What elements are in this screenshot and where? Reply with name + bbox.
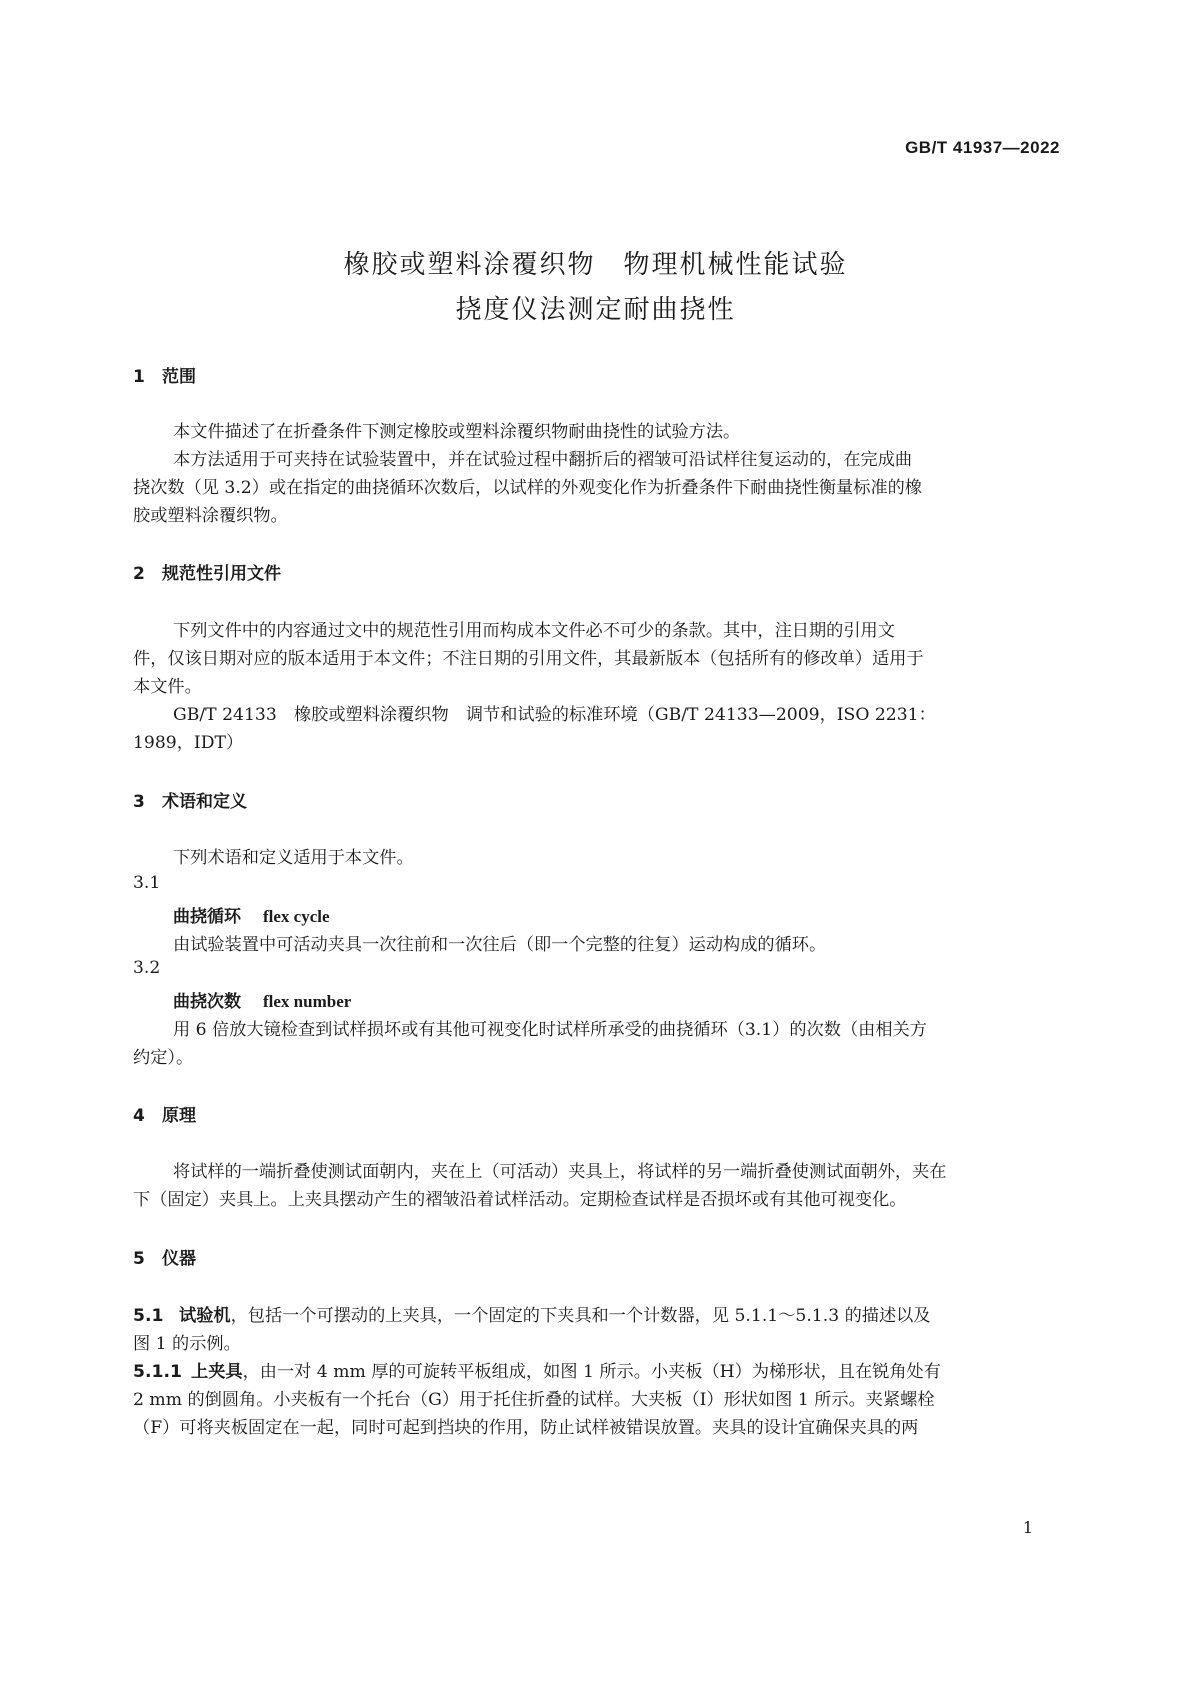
- section-title: 术语和定义: [162, 792, 247, 812]
- term-definition: 由试验装置中可活动夹具一次往前和一次往后（即一个完整的往复）运动构成的循环。: [173, 935, 827, 955]
- section-number: 2: [133, 564, 145, 584]
- paragraph-line: （F）可将夹板固定在一起，同时可起到挡块的作用，防止试样被错误放置。夹具的设计宜确保夹具的两: [133, 1418, 919, 1438]
- term-english: flex number: [263, 992, 352, 1011]
- section-3-heading: [133, 787, 247, 812]
- clause-text: ，由一对 4 mm 厚的可旋转平板组成，如图 1 所示。小夹板（H）为梯形状，且在锐角处有: [242, 1362, 941, 1382]
- term-definition: 用 6 倍放大镜检查到试样损坏或有其他可视变化时试样所承受的曲挠循环（3.1）的次数（由相关方: [173, 1020, 927, 1040]
- paragraph-line: 胶或塑料涂覆织物。: [133, 506, 288, 526]
- section-4-heading: [133, 1101, 196, 1126]
- page-number: 1: [1022, 1518, 1033, 1537]
- term-definition: 约定）。: [133, 1048, 194, 1068]
- term-chinese: 曲挠次数: [173, 992, 241, 1012]
- paragraph-line: 下（固定）夹具上。上夹具摆动产生的褶皱沿着试样活动。定期检查试样是否损坏或有其他可视变化。: [133, 1190, 907, 1210]
- section-5-heading: [133, 1244, 196, 1269]
- clause-number: 5.1: [133, 1306, 164, 1326]
- section-number: 4: [133, 1106, 145, 1126]
- section-title: 范围: [162, 367, 196, 387]
- clause-text: ，包括一个可摆动的上夹具，一个固定的下夹具和一个计数器，见 5.1.1～5.1.3 的描述以及: [230, 1306, 931, 1326]
- paragraph-line: 件，仅该日期对应的版本适用于本文件；不注日期的引用文件，其最新版本（包括所有的修改单）适用于: [133, 649, 924, 669]
- normative-reference: 1989，IDT）: [133, 733, 244, 753]
- standard-number: GB/T 41937—2022: [905, 138, 1060, 157]
- section-number: 3: [133, 792, 145, 812]
- term-english: flex cycle: [263, 907, 330, 926]
- paragraph-line: 2 mm 的倒圆角。小夹板有一个托台（G）用于托住折叠的试样。大夹板（I）形状如图 1 所示。夹紧螺栓: [133, 1390, 935, 1410]
- paragraph-line: 本方法适用于可夹持在试验装置中，并在试验过程中翻折后的褶皱可沿试样往复运动的，在完成曲: [173, 450, 913, 470]
- paragraph-line: 下列术语和定义适用于本文件。: [173, 848, 414, 868]
- document-title-line-2: 挠度仪法测定耐曲挠性: [455, 295, 736, 325]
- section-title: 原理: [162, 1106, 196, 1126]
- term-number: 3.1: [133, 873, 161, 893]
- paragraph-line: 图 1 的示例。: [133, 1334, 241, 1354]
- term-chinese: 曲挠循环: [173, 907, 241, 927]
- section-title: 规范性引用文件: [162, 564, 281, 584]
- section-title: 仪器: [162, 1249, 196, 1269]
- term-entry: [173, 902, 330, 927]
- paragraph-line: 本文件。: [133, 677, 202, 697]
- paragraph-line: 下列文件中的内容通过文中的规范性引用而构成本文件必不可少的条款。其中，注日期的引用文: [173, 621, 895, 641]
- term-number: 3.2: [133, 958, 161, 978]
- paragraph-line: 挠次数（见 3.2）或在指定的曲挠循环次数后，以试样的外观变化作为折叠条件下耐曲挠性衡量标准的橡: [133, 478, 923, 498]
- section-number: 1: [133, 367, 145, 387]
- term-entry: [173, 987, 351, 1012]
- clause-term: 上夹具: [191, 1362, 243, 1382]
- clause-term: 试验机: [179, 1306, 231, 1326]
- clause-5-1-1: [133, 1357, 941, 1382]
- document-title-line-1: 橡胶或塑料涂覆织物 物理机械性能试验: [343, 250, 848, 280]
- clause-number: 5.1.1: [133, 1362, 182, 1382]
- paragraph-line: 本文件描述了在折叠条件下测定橡胶或塑料涂覆织物耐曲挠性的试验方法。: [173, 422, 741, 442]
- section-1-heading: [133, 362, 196, 387]
- clause-5-1: [133, 1301, 931, 1326]
- section-number: 5: [133, 1249, 145, 1269]
- paragraph-line: 将试样的一端折叠使测试面朝内，夹在上（可活动）夹具上，将试样的另一端折叠使测试面朝外，夹在: [173, 1162, 947, 1182]
- section-2-heading: [133, 559, 281, 584]
- normative-reference: GB/T 24133 橡胶或塑料涂覆织物 调节和试验的标准环境（GB/T 24133—2009，ISO 2231：: [173, 705, 936, 725]
